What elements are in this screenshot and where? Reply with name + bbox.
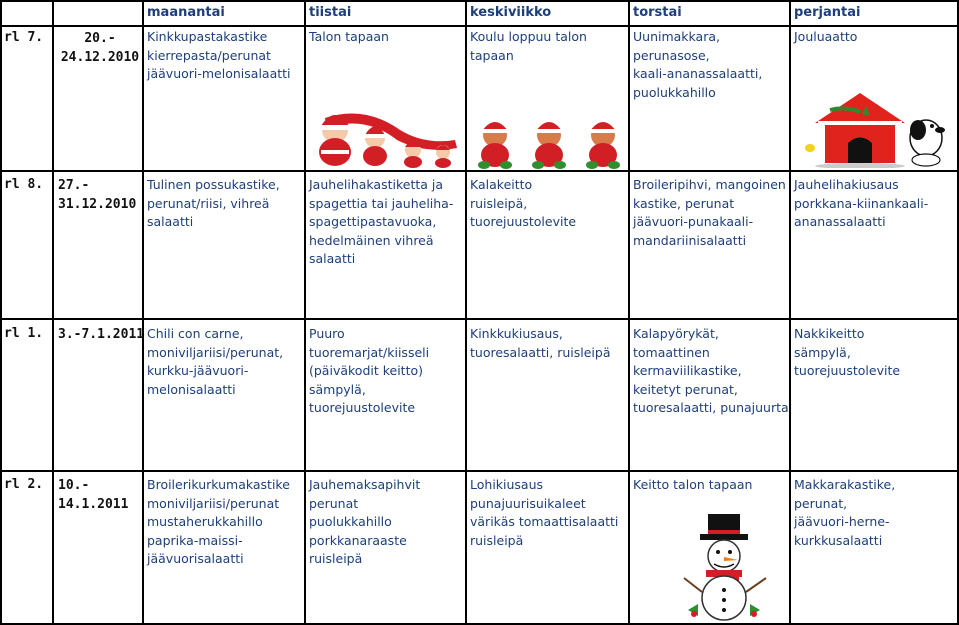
menu-cell: Chili con carne, moniviljariisi/perunat, kurkku-jäävuori- melonisalaatti	[147, 326, 284, 397]
row-divider	[0, 470, 959, 472]
header-wednesday: keskiviikko	[470, 5, 552, 20]
week-dates: 3.-7.1.2011	[58, 327, 145, 342]
menu-cell: Keitto talon tapaan	[633, 477, 753, 492]
header-thursday: torstai	[633, 5, 682, 20]
menu-cell: Kalapyörykät, tomaattinen kermaviilikastike, keitetyt perunat, tuoresalaatti, punajuurta	[633, 326, 789, 415]
snowman-icon	[680, 512, 770, 622]
column-divider	[957, 0, 959, 625]
menu-cell: Jauhelihakastiketta ja spagettia tai jauheliha- spagettipastavuoka, hedelmäinen vihreä salaatti	[309, 177, 454, 266]
menu-cell: Kinkkukiusaus, tuoresalaatti, ruisleipä	[470, 326, 611, 360]
week-label: rl 7.	[4, 30, 44, 45]
column-divider	[52, 0, 54, 625]
header-tuesday: tiistai	[309, 5, 352, 20]
menu-cell: Tulinen possukastike, perunat/riisi, vihreä salaatti	[147, 177, 280, 229]
header-friday: perjantai	[794, 5, 861, 20]
menu-cell: Jouluaatto	[794, 29, 858, 44]
week-dates: 20.- 24.12.2010	[60, 31, 140, 65]
menu-cell: Puuro tuoremarjat/kiisseli (päiväkodit keitto) sämpylä, tuorejuustolevite	[309, 326, 430, 415]
week-label: rl 1.	[4, 326, 44, 341]
week-dates: 10.- 14.1.2011	[58, 478, 129, 512]
column-divider	[142, 0, 144, 625]
menu-cell: Jauhemaksapihvit perunat puolukkahillo porkkanaraaste ruisleipä	[309, 477, 421, 566]
header-divider	[0, 25, 959, 27]
column-divider	[304, 0, 306, 625]
menu-cell: Broileripihvi, mangoinen kastike, perunat jäävuori-punakaali- mandariinisalaatti	[633, 177, 786, 248]
menu-cell: Broilerikurkumakastike moniviljariisi/perunat mustaherukkahillo paprika-maissi- jäävuorisalaatti	[147, 477, 290, 566]
column-divider	[465, 0, 467, 625]
table-border-bottom	[0, 623, 959, 625]
menu-cell: Talon tapaan	[309, 29, 389, 44]
santa-teddy-icon	[470, 113, 628, 169]
menu-cell: Lohikiusaus punajuurisuikaleet värikäs tomaattisalaatti ruisleipä	[470, 477, 619, 548]
santa-family-icon	[305, 100, 465, 168]
week-label: rl 2.	[4, 477, 44, 492]
menu-cell: Kinkkupastakastike kierrepasta/perunat jäävuori-melonisalaatti	[147, 29, 291, 81]
menu-cell: Jauhelihakiusaus porkkana-kiinankaali- ananassalaatti	[794, 177, 929, 229]
snoopy-doghouse-icon	[800, 88, 955, 168]
menu-cell: Uunimakkara, perunasose, kaali-ananassalaatti, puolukkahillo	[633, 29, 763, 100]
row-divider	[0, 170, 959, 172]
header-monday: maanantai	[147, 5, 225, 20]
table-border-top	[0, 0, 959, 2]
menu-cell: Makkarakastike, perunat, jäävuori-herne- kurkkusalaatti	[794, 477, 896, 548]
column-divider	[628, 0, 630, 625]
menu-cell: Koulu loppuu talon tapaan	[470, 29, 587, 63]
week-label: rl 8.	[4, 177, 44, 192]
row-divider	[0, 318, 959, 320]
week-dates: 27.- 31.12.2010	[58, 178, 137, 212]
menu-cell: Kalakeitto ruisleipä, tuorejuustolevite	[470, 177, 577, 229]
menu-cell: Nakkikeitto sämpylä, tuorejuustolevite	[794, 326, 901, 378]
column-divider	[0, 0, 2, 625]
